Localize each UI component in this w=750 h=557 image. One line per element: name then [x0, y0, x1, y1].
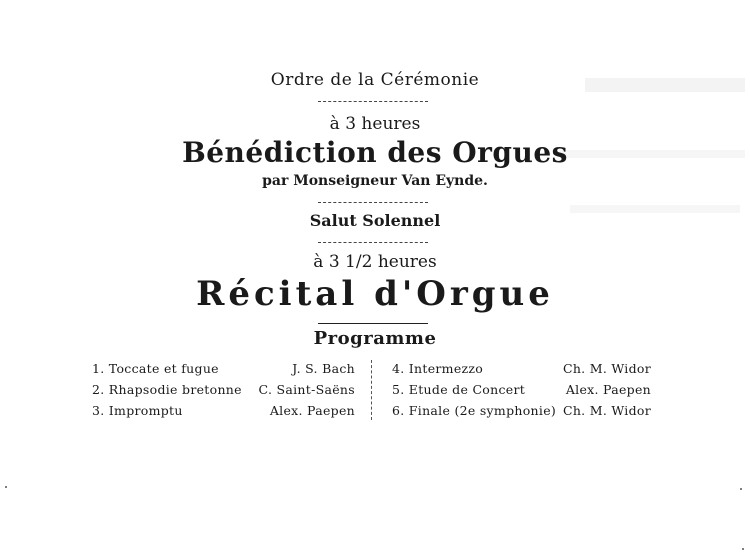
recital-time: à 3 1/2 heures: [313, 252, 437, 272]
programme-piece: 3. Impromptu: [92, 403, 183, 418]
benediction-title: Bénédiction des Orgues: [182, 136, 568, 169]
column-separator: [371, 360, 372, 420]
programme-piece: 1. Toccate et fugue: [92, 361, 219, 376]
benediction-officiant: par Monseigneur Van Eynde.: [262, 173, 488, 189]
programme-piece: 5. Etude de Concert: [392, 382, 526, 397]
programme-composer: Ch. M. Widor: [562, 403, 651, 418]
programme-composer: Ch. M. Widor: [562, 361, 651, 376]
programme-heading: Programme: [313, 328, 437, 349]
programme-piece: 2. Rhapsodie bretonne: [92, 382, 242, 397]
salut-title: Salut Solennel: [309, 211, 441, 230]
divider: [318, 101, 428, 102]
benediction-time: à 3 heures: [329, 114, 421, 134]
programme-piece: 6. Finale (2e symphonie): [392, 403, 557, 418]
paper-speck: [740, 488, 742, 490]
programme-piece: 4. Intermezzo: [392, 361, 484, 376]
paper-speck: [742, 548, 744, 550]
recital-title: Récital d'Orgue: [196, 274, 554, 314]
divider: [318, 202, 428, 203]
programme-composer: Alex. Paepen: [269, 403, 355, 418]
divider: [318, 242, 428, 243]
programme-composer: C. Saint-Saëns: [258, 382, 355, 397]
paper-speck: [5, 486, 7, 488]
ceremony-title: Ordre de la Cérémonie: [270, 70, 480, 90]
divider: [318, 323, 428, 324]
programme-composer: J. S. Bach: [292, 361, 355, 376]
programme-composer: Alex. Paepen: [565, 382, 651, 397]
